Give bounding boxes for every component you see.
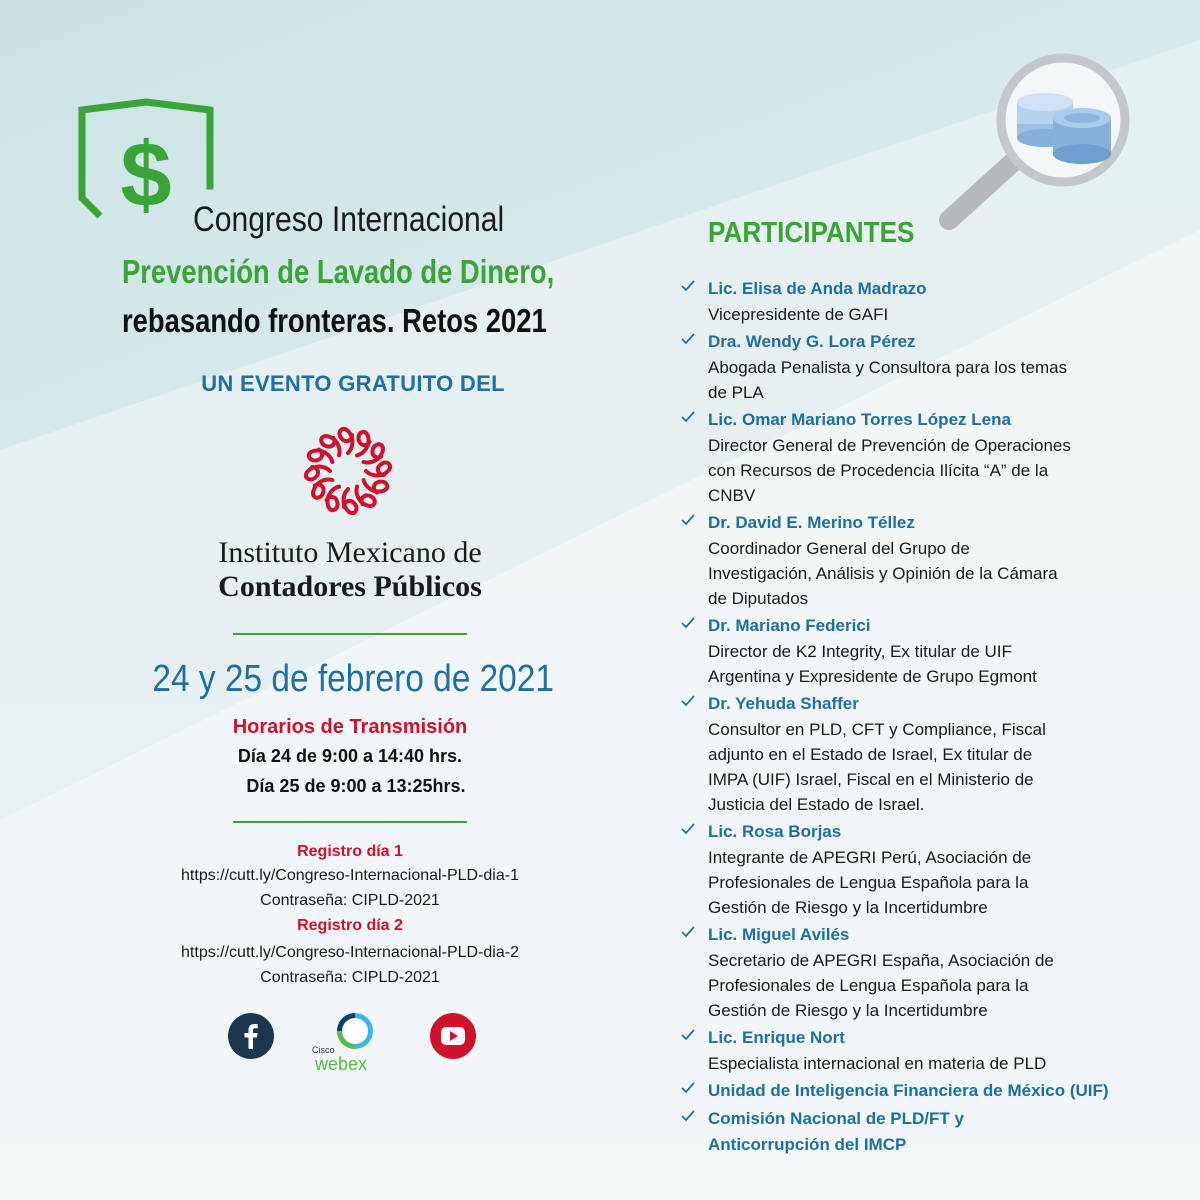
participants-heading: PARTICIPANTES xyxy=(708,217,915,249)
participant-description: Justicia del Estado de Israel. xyxy=(708,795,925,814)
registration-day1-link[interactable]: https://cutt.ly/Congreso-Internacional-PLD-dia-1 xyxy=(181,867,519,884)
participant-description: Argentina y Expresidente de Grupo Egmont xyxy=(708,667,1037,686)
registration-day1-title: Registro día 1 xyxy=(297,843,403,860)
registration-day2-password: Contraseña: CIPLD-2021 xyxy=(260,969,440,986)
participant-description: Abogada Penalista y Consultora para los temas xyxy=(708,358,1068,377)
facebook-icon[interactable] xyxy=(228,1013,274,1059)
participant-description: Vicepresidente de GAFI xyxy=(708,305,889,324)
participant-description: Secretario de APEGRI España, Asociación de xyxy=(708,951,1054,970)
participant-description: Profesionales de Lengua Española para la xyxy=(708,873,1029,892)
participant-name: Dr. David E. Merino Téllez xyxy=(708,513,915,532)
participant-item xyxy=(680,510,1150,611)
checkmark-icon xyxy=(680,1109,696,1123)
divider xyxy=(233,633,467,635)
institute-name: Instituto Mexicano de xyxy=(218,536,482,569)
magnifier-coins-icon xyxy=(935,50,1150,235)
participant-item xyxy=(680,1078,1150,1104)
participants-list xyxy=(680,276,1150,1160)
participant-item xyxy=(680,1106,1150,1158)
participant-description: Gestión de Riesgo y la Incertidumbre xyxy=(708,898,988,917)
participant-description: Coordinador General del Grupo de xyxy=(708,539,970,558)
participant-name: Lic. Miguel Avilés xyxy=(708,925,850,944)
congress-title: Congreso Internacional xyxy=(193,200,505,239)
imcp-logo-icon xyxy=(290,418,406,524)
institute-name-2: Contadores Públicos xyxy=(218,570,482,603)
schedule-day2: Día 25 de 9:00 a 13:25hrs. xyxy=(246,776,466,796)
participant-name: Lic. Elisa de Anda Madrazo xyxy=(708,279,927,298)
checkmark-icon xyxy=(680,822,696,836)
participant-item xyxy=(680,922,1150,1023)
participant-description: con Recursos de Procedencia Ilícita “A” de la xyxy=(708,461,1049,480)
congress-subtitle: Prevención de Lavado de Dinero, xyxy=(122,253,555,290)
participant-item xyxy=(680,1025,1150,1076)
facebook-glyph-icon xyxy=(228,1013,274,1059)
schedule-heading: Horarios de Transmisión xyxy=(232,716,468,738)
participant-description: de PLA xyxy=(708,383,764,402)
checkmark-icon xyxy=(680,1081,696,1095)
participant-description: Integrante de APEGRI Perú, Asociación de xyxy=(708,848,1032,867)
webex-label: webex xyxy=(315,1054,368,1074)
participant-description: Director de K2 Integrity, Ex titular de UIF xyxy=(708,642,1012,661)
participant-item xyxy=(680,407,1150,508)
participant-name: Dr. Yehuda Shaffer xyxy=(708,694,859,713)
participant-name: Comisión Nacional de PLD/FT y xyxy=(708,1109,964,1128)
divider xyxy=(233,821,467,823)
participant-item xyxy=(680,819,1150,920)
schedule-day1: Día 24 de 9:00 a 14:40 hrs. xyxy=(237,746,463,766)
checkmark-icon xyxy=(680,279,696,293)
congress-subtitle-2: rebasando fronteras. Retos 2021 xyxy=(122,302,547,339)
registration-day2-title: Registro día 2 xyxy=(297,917,403,934)
participant-description: IMPA (UIF) Israel, Fiscal en el Ministerio de xyxy=(708,770,1034,789)
participant-name: Unidad de Inteligencia Financiera de México (UIF) xyxy=(708,1081,1109,1100)
checkmark-icon xyxy=(680,1028,696,1042)
participant-item xyxy=(680,691,1150,817)
participant-description: Especialista internacional en materia de PLD xyxy=(708,1054,1047,1073)
participant-item xyxy=(680,276,1150,327)
participant-description: de Diputados xyxy=(708,589,809,608)
participant-description: adjunto en el Estado de Israel, Ex titular de xyxy=(708,745,1033,764)
registration-day2-link[interactable]: https://cutt.ly/Congreso-Internacional-PLD-dia-2 xyxy=(181,944,519,961)
youtube-glyph-icon xyxy=(430,1013,476,1059)
participant-name: Lic. Omar Mariano Torres López Lena xyxy=(708,410,1011,429)
event-label: UN EVENTO GRATUITO DEL xyxy=(201,371,505,396)
checkmark-icon xyxy=(680,332,696,346)
checkmark-icon xyxy=(680,694,696,708)
event-dates: 24 y 25 de febrero de 2021 xyxy=(152,658,554,700)
participant-description: Profesionales de Lengua Española para la xyxy=(708,976,1029,995)
participant-description: CNBV xyxy=(708,486,756,505)
checkmark-icon xyxy=(680,513,696,527)
participant-name: Dr. Mariano Federici xyxy=(708,616,871,635)
registration-day1-password: Contraseña: CIPLD-2021 xyxy=(260,892,440,909)
participant-item xyxy=(680,329,1150,405)
youtube-icon[interactable] xyxy=(430,1013,476,1059)
participant-description: Director General de Prevención de Operaciones xyxy=(708,436,1071,455)
webex-cisco-label: Cisco xyxy=(312,1045,335,1055)
participant-name: Dra. Wendy G. Lora Pérez xyxy=(708,332,916,351)
participant-name: Lic. Enrique Nort xyxy=(708,1028,845,1047)
checkmark-icon xyxy=(680,410,696,424)
participant-item xyxy=(680,613,1150,689)
participant-description: Consultor en PLD, CFT y Compliance, Fiscal xyxy=(708,720,1046,739)
webex-icon[interactable] xyxy=(312,1010,384,1074)
checkmark-icon xyxy=(680,925,696,939)
checkmark-icon xyxy=(680,616,696,630)
participant-description: Investigación, Análisis y Opinión de la Cámara xyxy=(708,564,1058,583)
participant-name: Lic. Rosa Borjas xyxy=(708,822,842,841)
svg-text:$: $ xyxy=(120,124,172,222)
participant-description: Gestión de Riesgo y la Incertidumbre xyxy=(708,1001,988,1020)
participant-name: Anticorrupción del IMCP xyxy=(708,1135,907,1154)
